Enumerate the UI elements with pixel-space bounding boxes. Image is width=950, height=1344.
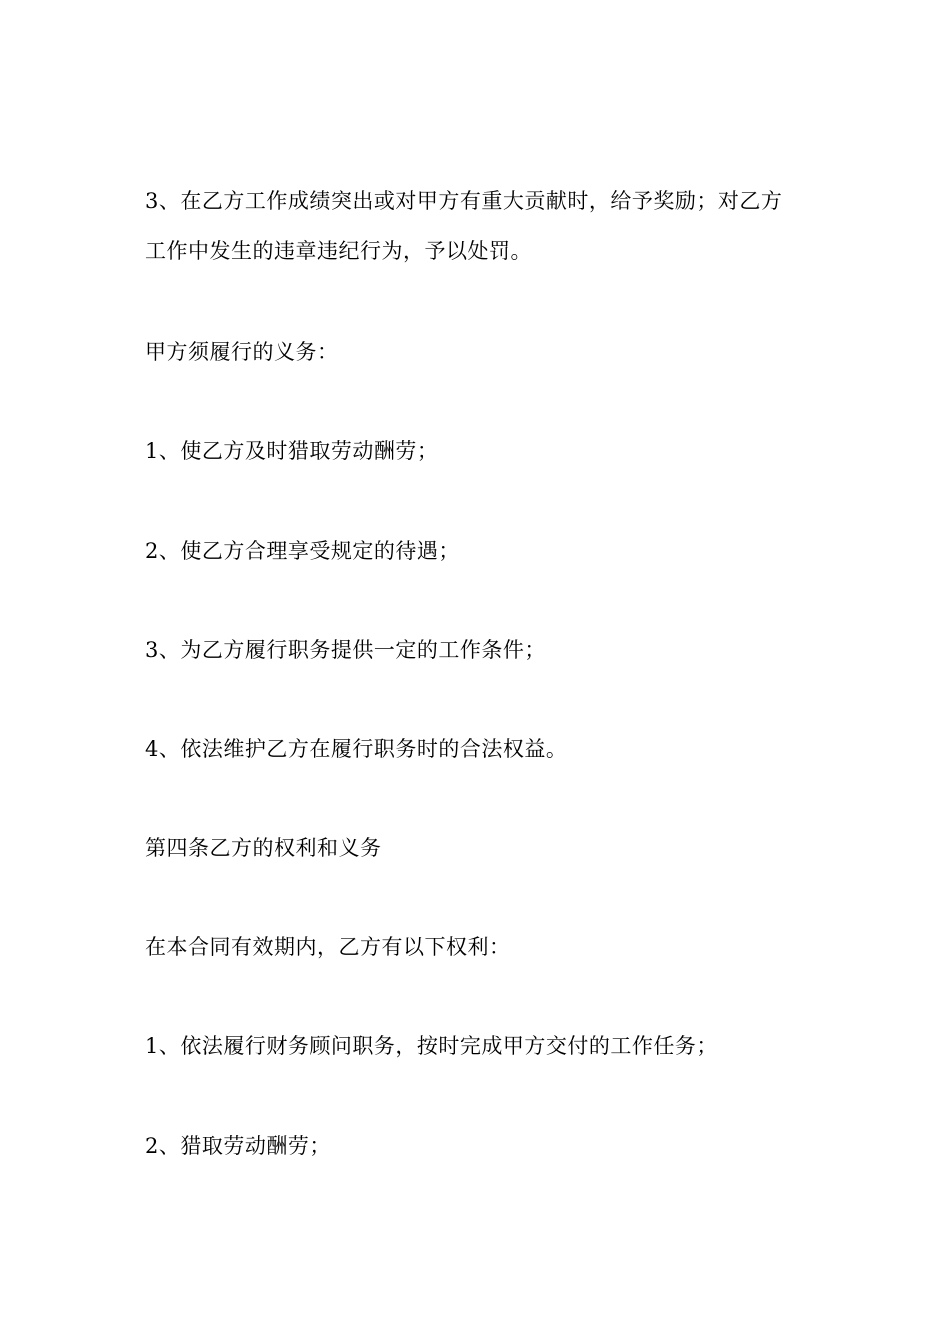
paragraph-reward-punishment <box>145 176 815 276</box>
paragraph-line: 工作中发生的违章违纪行为，予以处罚。 <box>145 239 532 263</box>
paragraph-obligation-2 <box>145 526 815 576</box>
paragraph-line: 4、依法维护乙方在履行职务时的合法权益。 <box>145 737 568 761</box>
paragraph-obligation-1 <box>145 426 815 476</box>
paragraph-obligation-4 <box>145 724 815 774</box>
paragraph-party-a-obligations-heading <box>145 327 815 377</box>
paragraph-line: 第四条乙方的权利和义务 <box>145 836 382 860</box>
paragraph-line: 3、在乙方工作成绩突出或对甲方有重大贡献时，给予奖励；对乙方 <box>145 189 783 213</box>
paragraph-party-b-rights-heading <box>145 922 815 972</box>
paragraph-line: 在本合同有效期内，乙方有以下权利： <box>145 935 511 959</box>
paragraph-line: 2、使乙方合理享受规定的待遇； <box>145 539 460 563</box>
paragraph-line: 1、依法履行财务顾问职务，按时完成甲方交付的工作任务； <box>145 1034 718 1058</box>
section-heading-article-4 <box>145 823 815 873</box>
paragraph-right-1 <box>145 1021 815 1071</box>
paragraph-obligation-3 <box>145 625 815 675</box>
paragraph-line: 1、使乙方及时猎取劳动酬劳； <box>145 439 439 463</box>
paragraph-right-2 <box>145 1121 815 1171</box>
paragraph-line: 甲方须履行的义务： <box>145 340 339 364</box>
paragraph-line: 2、猎取劳动酬劳； <box>145 1134 331 1158</box>
paragraph-line: 3、为乙方履行职务提供一定的工作条件； <box>145 638 546 662</box>
